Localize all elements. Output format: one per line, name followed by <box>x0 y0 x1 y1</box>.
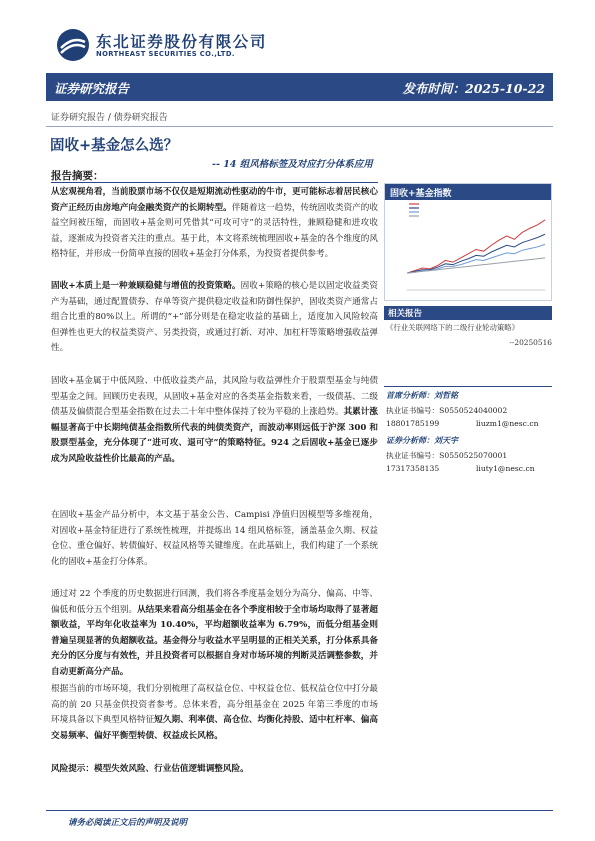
text-run: 风险提示：模型失效风险、行业估值逻辑调整风险。 <box>51 764 249 774</box>
divider <box>51 182 378 183</box>
text-run: 根据当前的市场环境，我们分别梳理了高权益仓位、中权益仓位、低权益仓位中打分最高的前 20 只基金供投资者参考。总体来看，高分组基金在 2025 年第三季度的市场环境具备以下典型风格特征 <box>51 684 378 725</box>
publish-info <box>403 79 545 97</box>
analyst-2-email[interactable]: liuty1@nesc.cn <box>476 464 535 473</box>
logo-mark-icon <box>56 28 90 62</box>
analyst-1-cert <box>386 405 507 416</box>
paragraph-6 <box>51 682 378 744</box>
analyst-1-cert-number: S0550524040002 <box>439 406 508 415</box>
paragraph-5 <box>51 587 378 680</box>
paragraph-4 <box>51 508 378 570</box>
text-run: 通过对 22 个季度的历史数据进行回测，我们将各季度基金划分为高分、偏高、中等、偏低和低分五个组别。 <box>51 589 378 615</box>
text-run: 其累计涨幅显著高于中长期纯债基金指数所代表的纯债类资产，而波动率则远低于沪深 300 和股票型基金，充分体现了“进可攻、退可守”的策略特征。924 之后固收+基金已逐步成为风险收益性价比最高的产品。 <box>51 407 378 464</box>
company-logo <box>56 28 296 64</box>
text-run: 从结果来看高分组基金在各个季度相较于全市场均取得了显著超额收益，平均年化收益率为 10.40%，平均超额收益率为 6.79%，而低分组基金则普遍呈现显著的负超额收益。基金得分与收益水平呈明显的正相关关系，打分体系具备充分的区分度与有效性，并且投资者可以根据自身对市场环境的判断灵活调整参数，并自动更新高分产品。 <box>51 604 378 677</box>
chart-header <box>385 184 551 200</box>
analyst-2-cert <box>386 450 507 461</box>
chart-title: 固收+基金指数 <box>390 189 452 199</box>
analyst-1-contact <box>386 419 539 428</box>
related-reports-label: 相关报告 <box>388 309 423 319</box>
text-run: 短久期、利率债、高仓位、均衡化持股、适中杠杆率、偏高交易频率、偏好平衡型转债、权益成长风格。 <box>51 715 378 741</box>
divider <box>384 386 552 387</box>
summary-label: 报告摘要： <box>51 170 104 182</box>
text-run: 固收+本质上是一种兼顾稳健与增值的投资策略。 <box>51 281 241 291</box>
analyst-1-role: 首席分析师：刘哲铭 <box>386 390 458 400</box>
analyst-2-cert-label: 执业证书编号： <box>386 451 440 460</box>
analyst-2-contact <box>386 464 535 473</box>
text-run: 伴随着这一趋势，传统固收类资产的收益空间被压缩，而固收+基金则可凭借其“可攻可守”的灵活特性，兼顾稳健和进攻收益，逐渐成为投资者关注的重点。基于此，本文将系统梳理固收+基金的各个维度的风格特征，并形成一份简单直接的固收+基金打分体系，为投资者提供参考。 <box>51 202 378 259</box>
paragraph-1 <box>51 185 378 263</box>
text-run: 固收+策略的核心是以固定收益类资产为基础，通过配置债券、存单等资产提供稳定收益和防御性保护，固收类资产通常占组合比重的80%以上。所谓的“+”部分则是在稳定收益的基础上，适度加入风险较高但弹性也更大的权益类资产、另类投资，或通过打新、对冲、加杠杆等策略增强收益弹性。 <box>51 281 379 353</box>
analyst-2-cert-number: S0550525070001 <box>439 451 508 460</box>
page-subtitle: -- 14 组风格标签及对应打分体系应用 <box>212 159 373 170</box>
company-name-en: NORTHEAST SECURITIES CO.,LTD. <box>96 50 235 58</box>
footer-disclaimer: 请务必阅读正文后的声明及说明 <box>68 818 188 828</box>
series-line-1 <box>407 234 545 273</box>
text-run: 固收+基金属于中低风险、中低收益类产品，其风险与收益弹性介于股票型基金与纯债型基金之间。回顾历史表现，从固收+基金对应的各类基金指数来看，一级债基、二级债基及偏债混合型基金指数在过去二十年中整体保持了较为平稳的上涨趋势。 <box>51 376 378 417</box>
breadcrumb: 证券研究报告 / 债券研究报告 <box>51 113 168 123</box>
company-name-cn: 东北证券股份有限公司 <box>96 33 268 51</box>
fund-index-chart <box>385 200 551 300</box>
publish-date: 2025-10-22 <box>465 81 545 96</box>
page-title: 固收+基金怎么选？ <box>50 137 179 154</box>
chart-panel <box>384 183 552 301</box>
footer-divider <box>46 810 553 811</box>
analyst-2-phone: 17317358135 <box>386 464 440 473</box>
analyst-1-email[interactable]: liuzm1@nesc.cn <box>476 419 539 428</box>
risk-warning <box>51 762 378 778</box>
paragraph-3 <box>51 374 378 467</box>
report-type: 证券研究报告 <box>54 81 130 96</box>
text-run: 从宏观视角看，当前股票市场不仅仅是短期流动性驱动的牛市，更可能标志着居民核心资产正经历由房地产向金融类资产的长期转型。 <box>51 187 378 213</box>
analyst-1-phone: 18801785199 <box>386 419 440 428</box>
related-reports-header <box>384 306 552 320</box>
analyst-1-cert-label: 执业证书编号： <box>386 406 440 415</box>
analyst-2-role: 证券分析师：刘天宇 <box>386 435 458 445</box>
text-run: 在固收+基金产品分析中，本文基于基金公告、Campisi 净值归因模型等多维视角，对固收+基金特征进行了系统性梳理，并提炼出 14 组风格标签，涵盖基金久期、权益仓位、重仓偏好、转债偏好、权益风格等关键维度。在此基础上，我们构建了一个系统化的固收+基金打分体系。 <box>51 510 378 567</box>
related-report-date: --20250516 <box>509 338 552 347</box>
related-report-title: 《行业关联网络下的二级行业轮动策略》 <box>386 323 520 332</box>
paragraph-2 <box>51 279 378 357</box>
divider <box>46 126 553 127</box>
series-line-3 <box>407 258 545 273</box>
report-header-bar <box>46 73 553 101</box>
publish-label: 发布时间： <box>402 81 466 96</box>
